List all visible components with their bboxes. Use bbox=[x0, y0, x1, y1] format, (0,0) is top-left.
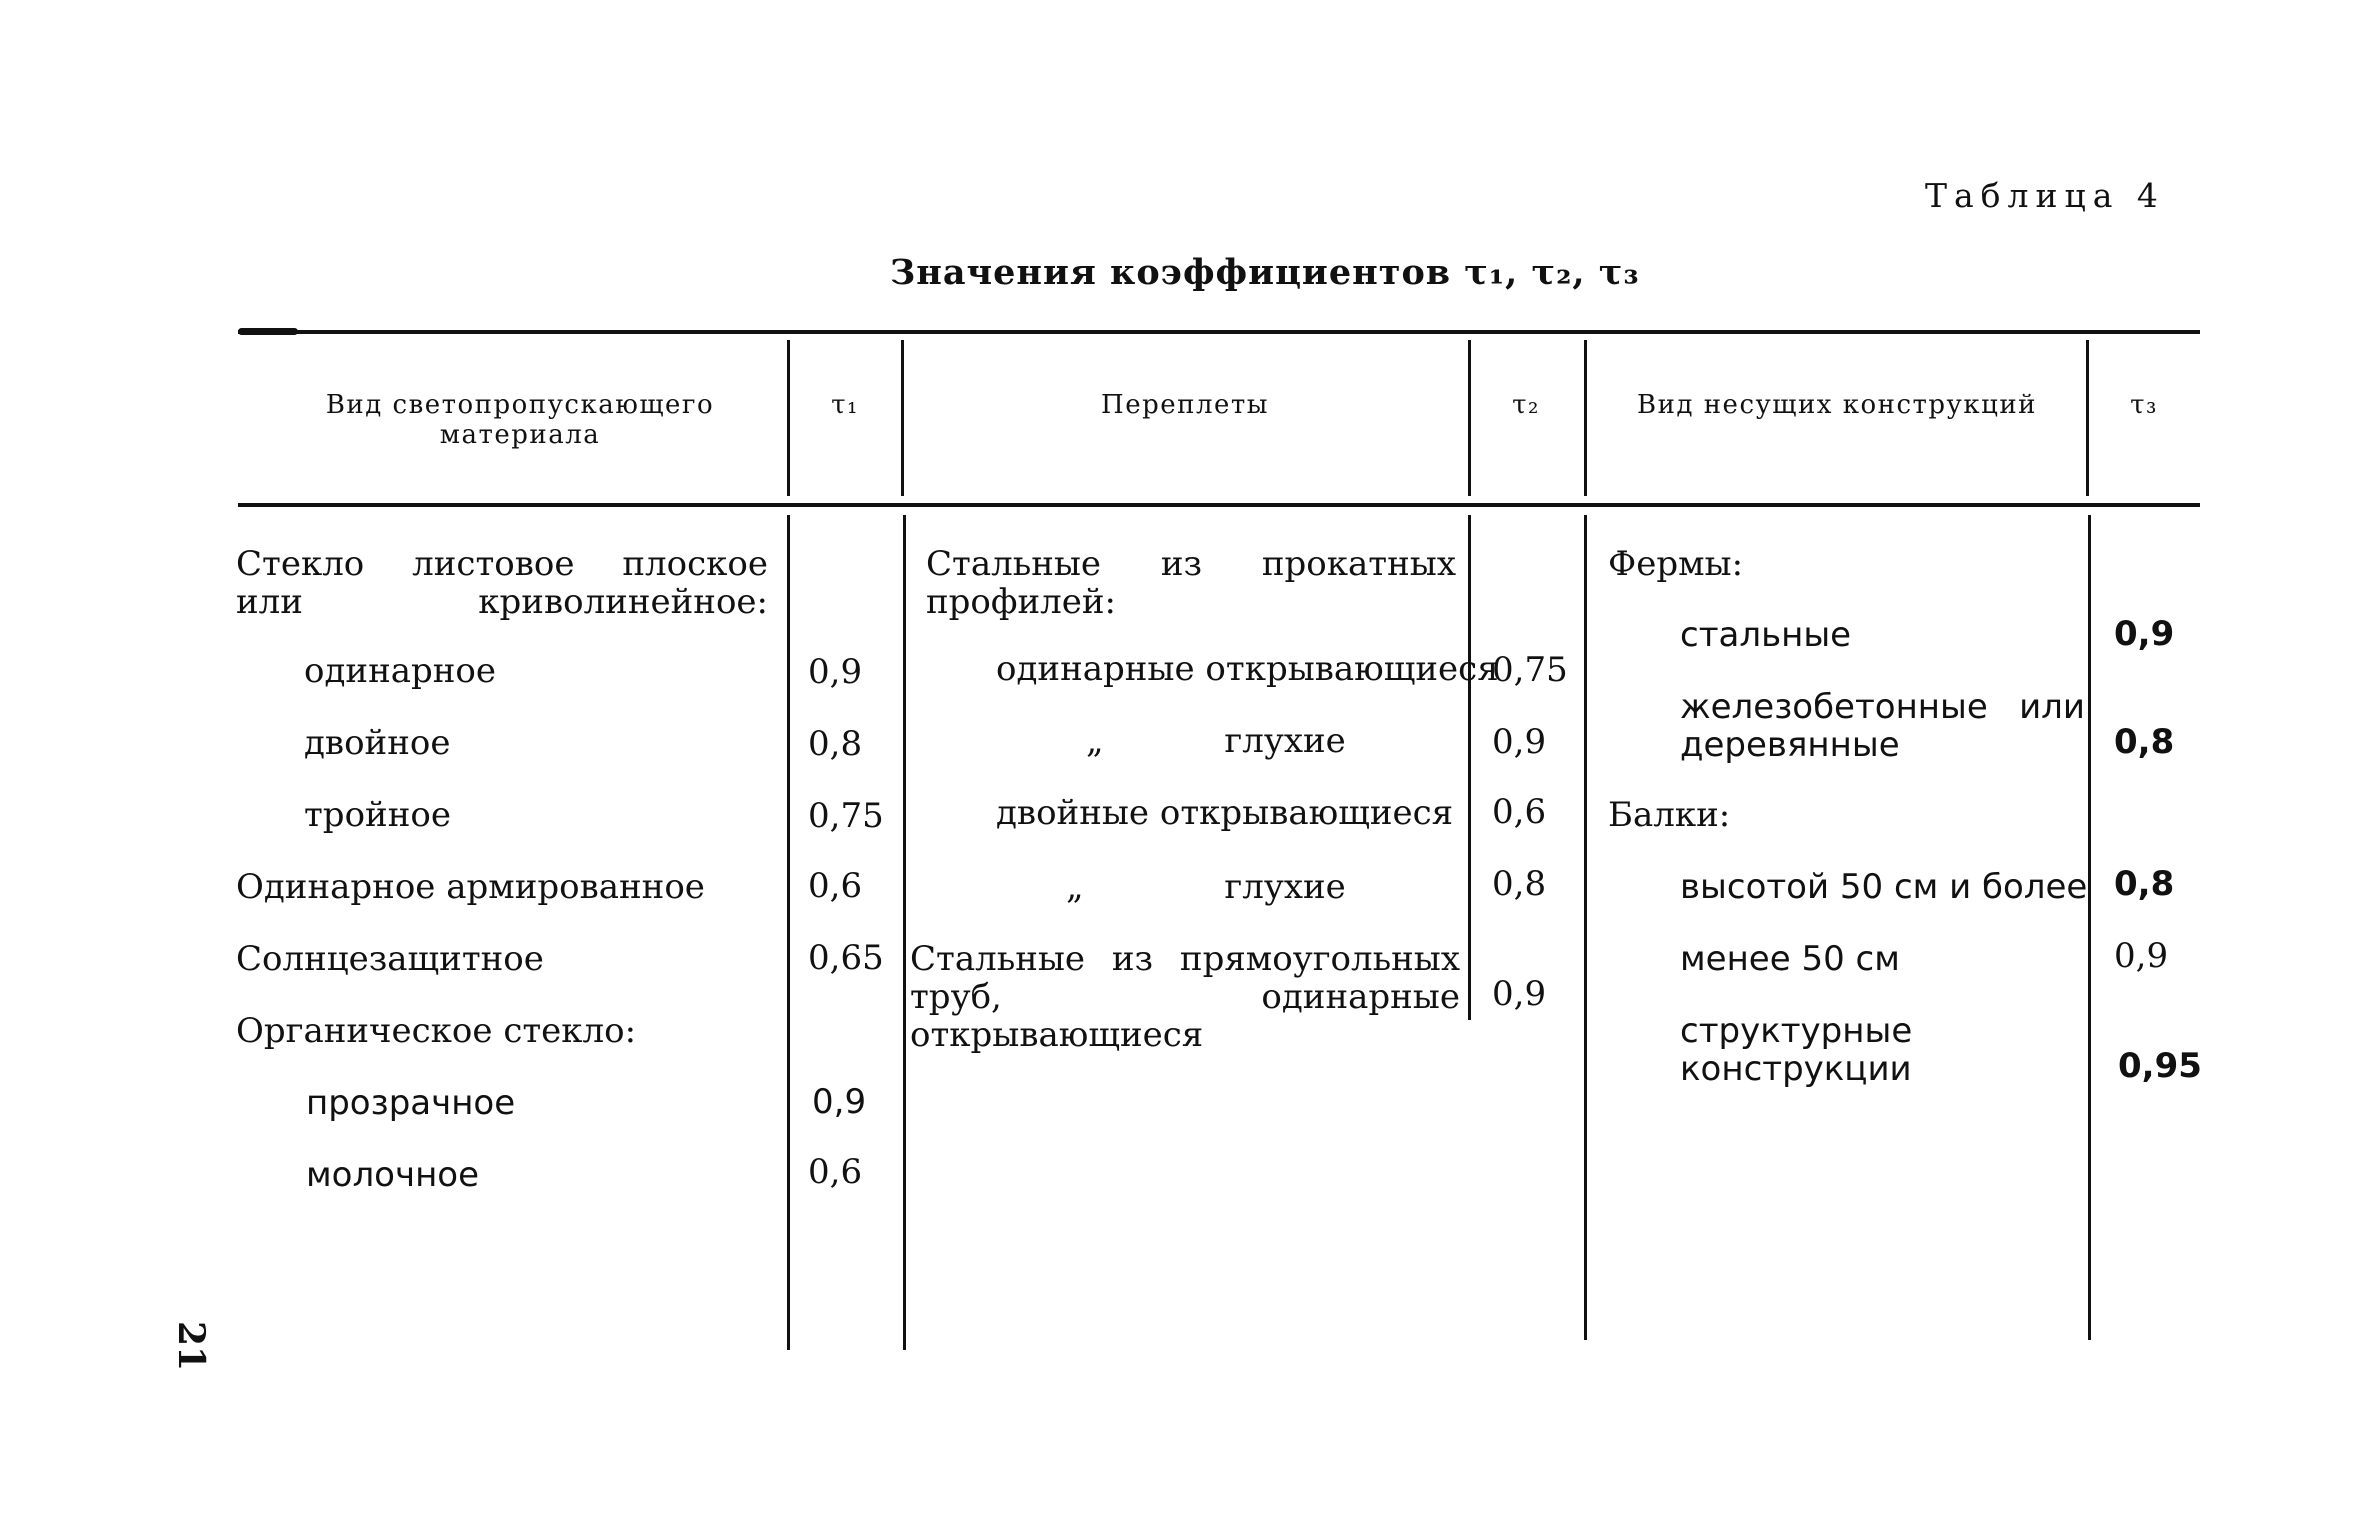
material-label: Солнцезащитное bbox=[236, 939, 544, 979]
material-label: Органическое стекло: bbox=[236, 1011, 637, 1051]
material-value: 0,65 bbox=[808, 938, 884, 978]
header-rule bbox=[238, 503, 2200, 507]
header-divider-5 bbox=[2086, 340, 2089, 496]
structure-value: 0,9 bbox=[2114, 614, 2175, 654]
material-label: одинарное bbox=[304, 651, 497, 691]
header-divider-4 bbox=[1584, 340, 1587, 496]
structure-label: железобетонные или деревянные bbox=[1680, 687, 2085, 765]
frame-value: 0,8 bbox=[1492, 864, 1547, 904]
header-tau3: τ₃ bbox=[2130, 390, 2158, 420]
structure-value: 0,95 bbox=[2118, 1046, 2202, 1086]
material-label: молочное bbox=[306, 1155, 480, 1195]
material-value: 0,6 bbox=[808, 866, 863, 906]
frame-label: двойные открывающиеся bbox=[996, 793, 1454, 833]
material-label: Стекло листовое плоское или криволинейное: bbox=[236, 544, 768, 622]
frame-value: 0,9 bbox=[1492, 974, 1547, 1014]
material-label: прозрачное bbox=[306, 1083, 516, 1123]
frame-label: Стальные из прокатных профилей: bbox=[926, 544, 1456, 622]
structure-label: структурные конструкции bbox=[1680, 1011, 1913, 1089]
table-title: Значения коэффициентов τ₁, τ₂, τ₃ bbox=[890, 252, 1640, 293]
header-tau1: τ₁ bbox=[831, 390, 859, 420]
header-divider-1 bbox=[787, 340, 790, 496]
material-value: 0,75 bbox=[808, 796, 884, 836]
structure-label: Фермы: bbox=[1608, 544, 1744, 584]
header-divider-3 bbox=[1468, 340, 1471, 496]
header-tau2: τ₂ bbox=[1512, 390, 1540, 420]
structure-label: стальные bbox=[1680, 615, 1852, 655]
body-divider-3 bbox=[1468, 515, 1471, 1020]
material-label: Одинарное армированное bbox=[236, 867, 705, 907]
structure-label: менее 50 см bbox=[1680, 939, 1900, 979]
body-divider-4 bbox=[1584, 515, 1587, 1340]
structure-value: 0,8 bbox=[2114, 864, 2175, 904]
page-number: 21 bbox=[170, 1320, 213, 1372]
structure-value: 0,9 bbox=[2114, 936, 2169, 976]
body-divider-2 bbox=[903, 515, 906, 1350]
material-value: 0,9 bbox=[812, 1082, 867, 1122]
top-rule-thick-end bbox=[238, 328, 298, 335]
table-label: Таблица 4 bbox=[1925, 176, 2165, 215]
material-value: 0,9 bbox=[808, 652, 863, 692]
structure-label: высотой 50 см и более bbox=[1680, 867, 2088, 907]
frame-label: Стальные из прямоугольных труб, одинарные открывающиеся bbox=[910, 939, 1460, 1055]
frame-value: 0,6 bbox=[1492, 792, 1547, 832]
frame-value: 0,9 bbox=[1492, 722, 1547, 762]
frame-label: „ глухие bbox=[1066, 867, 1346, 907]
material-label: двойное bbox=[304, 723, 451, 763]
top-rule bbox=[238, 330, 2200, 334]
header-material: Вид светопропускающего материала bbox=[325, 390, 715, 450]
header-frames: Переплеты bbox=[1101, 390, 1269, 420]
structure-label: Балки: bbox=[1608, 795, 1731, 835]
material-label: тройное bbox=[304, 795, 451, 835]
header-divider-2 bbox=[901, 340, 904, 496]
body-divider-1 bbox=[787, 515, 790, 1350]
header-structures: Вид несущих конструкций bbox=[1637, 390, 2037, 420]
structure-value: 0,8 bbox=[2114, 722, 2175, 762]
material-value: 0,8 bbox=[808, 724, 863, 764]
frame-label: „ глухие bbox=[1086, 721, 1346, 761]
material-value: 0,6 bbox=[808, 1152, 863, 1192]
frame-label: одинарные открывающиеся bbox=[996, 649, 1499, 689]
frame-value: 0,75 bbox=[1492, 650, 1568, 690]
body-divider-5 bbox=[2088, 515, 2091, 1340]
